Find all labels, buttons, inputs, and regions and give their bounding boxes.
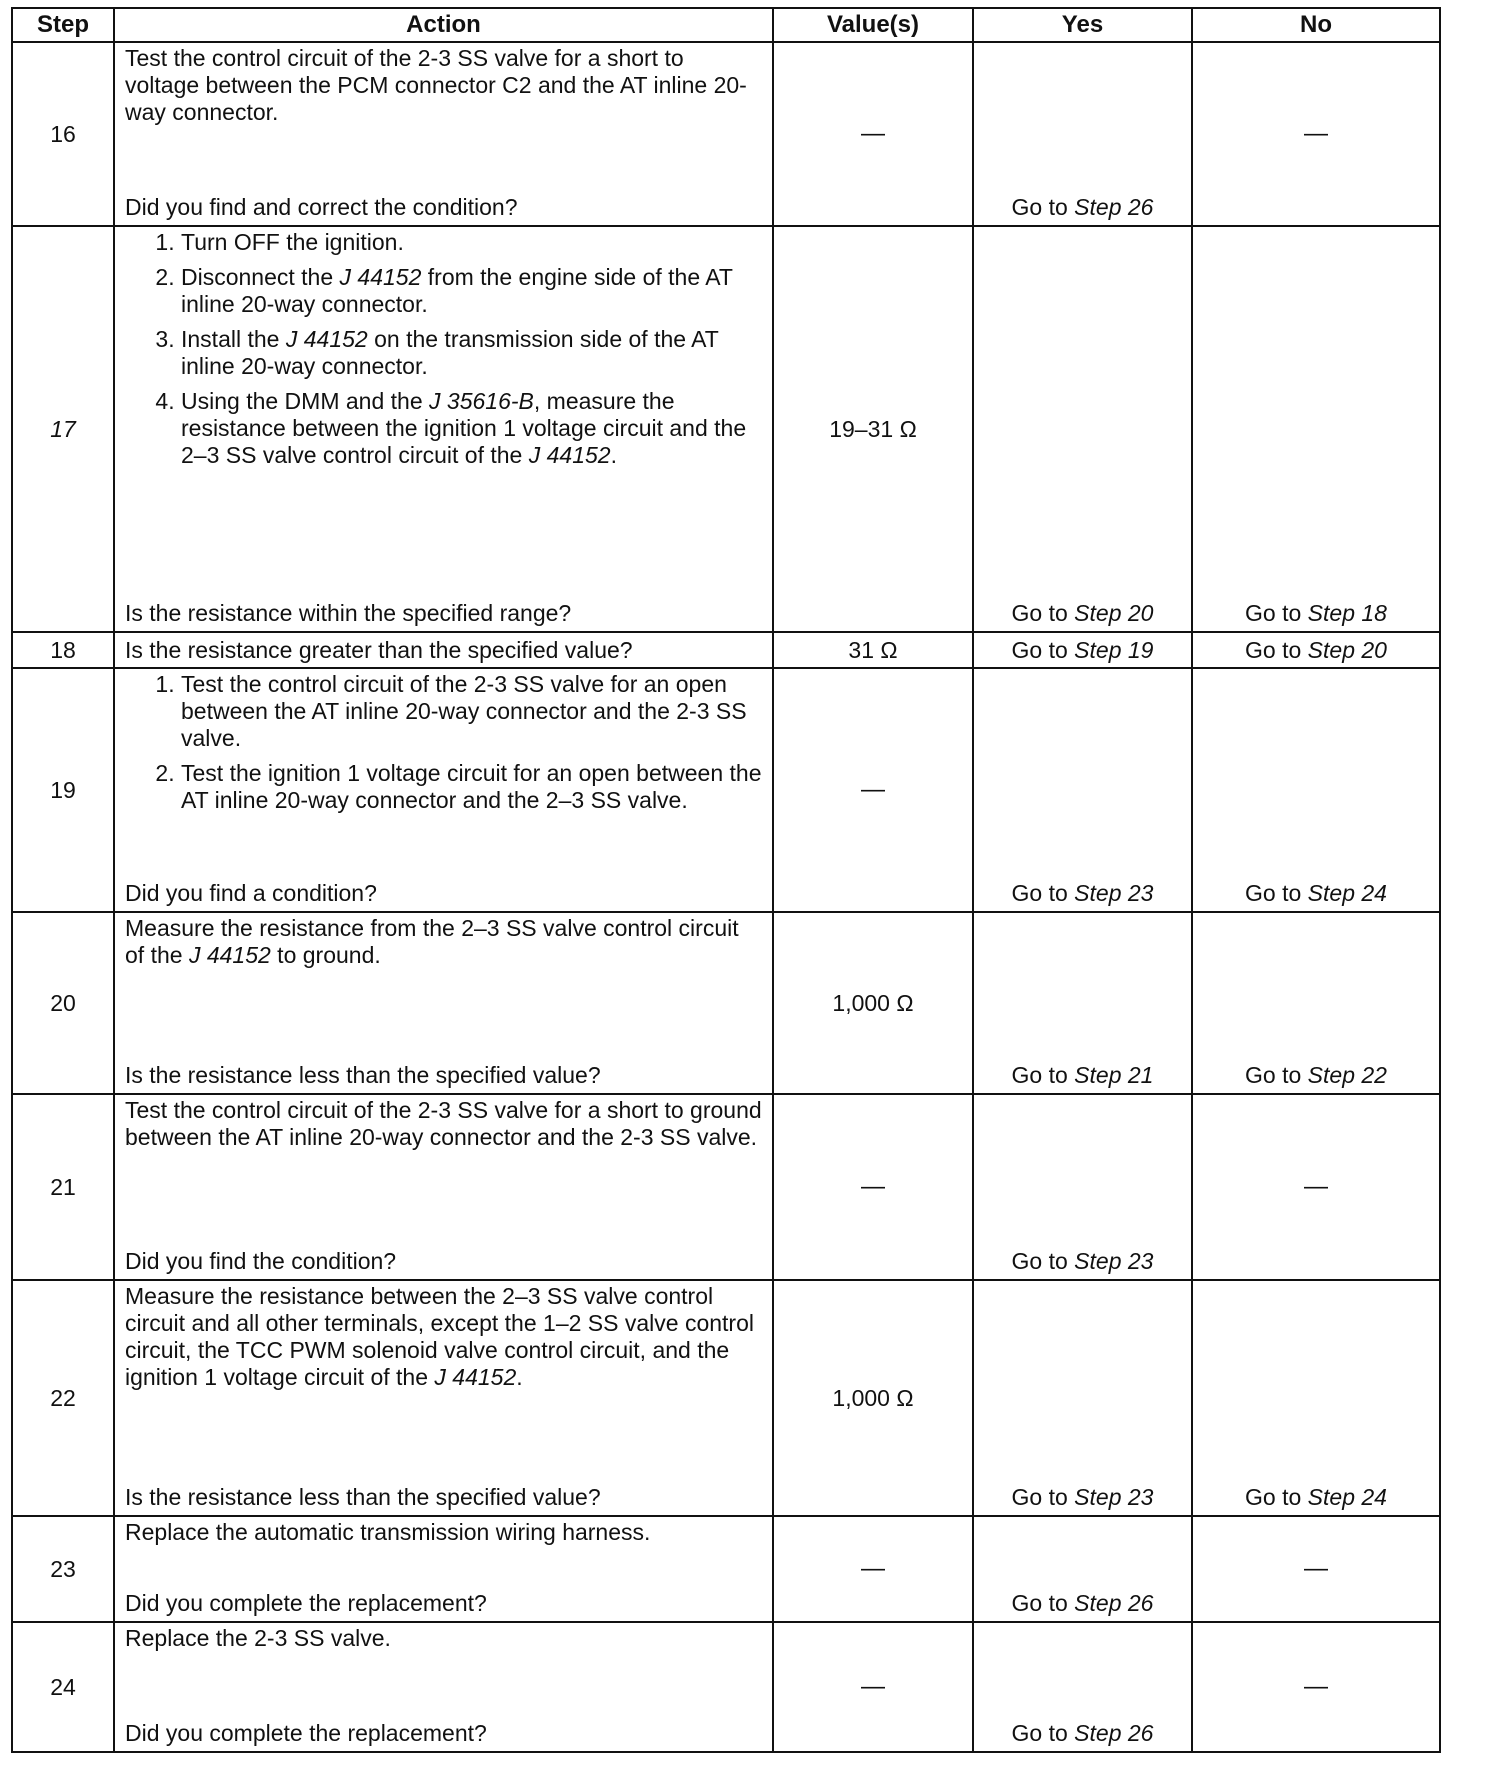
header-step: Step: [12, 8, 114, 42]
step-number: 17: [12, 226, 114, 632]
no-text: —: [1304, 1173, 1328, 1200]
value-text: —: [861, 1555, 885, 1582]
value-text: —: [861, 776, 885, 803]
goto-step-ref: Step 24: [1307, 1484, 1387, 1510]
action-cell: [114, 1622, 773, 1752]
action-step-text: .: [610, 442, 617, 468]
action-cell: [114, 632, 773, 668]
goto-step-ref: Step 18: [1307, 600, 1387, 626]
header-action: Action: [114, 8, 773, 42]
goto-prefix: Go to: [1011, 1062, 1075, 1088]
action-steps-list: [125, 229, 764, 469]
action-question: Did you complete the replacement?: [125, 1720, 487, 1746]
yes-cell: [973, 1516, 1192, 1622]
action-step-item: [181, 264, 764, 318]
no-goto-link[interactable]: [1245, 1062, 1387, 1088]
step-number: 18: [12, 632, 114, 668]
action-question: Is the resistance greater than the specified value?: [125, 636, 633, 663]
goto-step-ref: Step 26: [1074, 1720, 1154, 1746]
value-cell: [773, 632, 973, 668]
yes-goto-link[interactable]: [1012, 1484, 1154, 1510]
yes-cell: [973, 632, 1192, 668]
action-question: Did you complete the replacement?: [125, 1590, 487, 1616]
value-text: —: [861, 1173, 885, 1200]
goto-prefix: Go to: [1011, 636, 1075, 663]
tool-reference: J 35616-B: [429, 388, 534, 414]
no-text: —: [1304, 120, 1328, 147]
action-cell: [114, 1094, 773, 1280]
no-cell: [1192, 912, 1440, 1094]
no-cell: [1192, 42, 1440, 226]
yes-goto-link[interactable]: [1012, 1062, 1154, 1088]
step-number: 21: [12, 1094, 114, 1280]
no-cell: [1192, 1280, 1440, 1516]
action-question: Is the resistance less than the specified value?: [125, 1062, 601, 1088]
action-text-part: Measure the resistance from the 2–3 SS valve control circuit of the: [125, 915, 739, 968]
yes-cell: [973, 912, 1192, 1094]
action-cell: [114, 1280, 773, 1516]
goto-step-ref: Step 26: [1074, 194, 1154, 220]
yes-cell: [973, 668, 1192, 912]
step-number: 19: [12, 668, 114, 912]
goto-step-ref: Step 23: [1074, 1484, 1154, 1510]
action-step-item: [181, 760, 764, 814]
header-row: [12, 8, 1440, 42]
action-cell: [114, 226, 773, 632]
table-row-step-20: [12, 912, 1440, 1094]
action-step-text: Test the control circuit of the 2-3 SS valve for an open between the AT inline 20-way connector and the 2-3 SS valve.: [181, 671, 747, 751]
action-text: [125, 1283, 764, 1391]
step-number: 16: [12, 42, 114, 226]
yes-cell: [973, 1622, 1192, 1752]
action-question: Did you find the condition?: [125, 1248, 397, 1274]
goto-prefix: Go to: [1011, 1590, 1075, 1616]
action-step-text: Test the ignition 1 voltage circuit for an open between the AT inline 20-way connector and the 2–3 SS valve.: [181, 760, 762, 813]
value-text: 1,000 Ω: [832, 989, 914, 1016]
yes-goto-link[interactable]: [1012, 637, 1154, 663]
tool-reference: J 44152: [188, 942, 271, 968]
action-step-text: Install the: [181, 326, 286, 352]
goto-prefix: Go to: [1245, 636, 1308, 663]
goto-step-ref: Step 22: [1307, 1062, 1387, 1088]
yes-goto-link[interactable]: [1012, 194, 1154, 220]
value-cell: [773, 1094, 973, 1280]
value-cell: [773, 226, 973, 632]
value-text: —: [861, 1673, 885, 1700]
header-yes: Yes: [973, 8, 1192, 42]
goto-prefix: Go to: [1245, 880, 1308, 906]
yes-goto-link[interactable]: [1012, 600, 1154, 626]
goto-prefix: Go to: [1011, 600, 1075, 626]
action-text-part: Measure the resistance between the 2–3 SS valve control circuit and all other terminals, except the 1–2 SS valve control circuit, the TCC PWM solenoid valve control circuit, and the ignition 1 voltage circuit of the: [125, 1283, 754, 1390]
table-row-step-19: [12, 668, 1440, 912]
no-text: —: [1304, 1555, 1328, 1582]
goto-prefix: Go to: [1011, 1484, 1075, 1510]
yes-cell: [973, 1280, 1192, 1516]
goto-step-ref: Step 26: [1074, 1590, 1154, 1616]
value-text: 1,000 Ω: [832, 1384, 914, 1411]
no-goto-link[interactable]: [1245, 600, 1387, 626]
goto-step-ref: Step 23: [1074, 880, 1154, 906]
goto-prefix: Go to: [1011, 194, 1075, 220]
no-cell: [1192, 632, 1440, 668]
no-cell: [1192, 1516, 1440, 1622]
value-cell: [773, 42, 973, 226]
goto-step-ref: Step 24: [1307, 880, 1387, 906]
goto-prefix: Go to: [1011, 1720, 1075, 1746]
value-text: —: [861, 120, 885, 147]
yes-cell: [973, 42, 1192, 226]
step-number: 22: [12, 1280, 114, 1516]
step-number: 24: [12, 1622, 114, 1752]
yes-cell: [973, 226, 1192, 632]
action-text: Replace the 2-3 SS valve.: [125, 1625, 391, 1651]
action-step-text: on the transmission side of the AT inline 20-way connector.: [181, 326, 719, 379]
table-row-step-23: [12, 1516, 1440, 1622]
value-cell: [773, 912, 973, 1094]
table-row-step-16: [12, 42, 1440, 226]
goto-step-ref: Step 19: [1074, 636, 1154, 663]
action-text: [125, 915, 764, 969]
action-step-text: , measure the resistance between the ignition 1 voltage circuit and the 2–3 SS valve control circuit of the: [181, 388, 747, 468]
action-text-part: .: [516, 1364, 523, 1390]
action-question: Did you find a condition?: [125, 880, 377, 906]
action-step-text: Turn OFF the ignition.: [181, 229, 404, 255]
yes-goto-link[interactable]: [1012, 1248, 1154, 1274]
header-values: Value(s): [773, 8, 973, 42]
action-text: Test the control circuit of the 2-3 SS valve for a short to voltage between the PCM connector C2 and the AT inline 20-way connector.: [125, 45, 747, 125]
goto-prefix: Go to: [1011, 1248, 1075, 1274]
goto-step-ref: Step 20: [1307, 636, 1387, 663]
yes-goto-link[interactable]: [1012, 1590, 1154, 1616]
action-text: Test the control circuit of the 2-3 SS valve for a short to ground between the AT inline 20-way connector and the 2-3 SS valve.: [125, 1097, 762, 1150]
action-question: Did you find and correct the condition?: [125, 194, 518, 220]
action-step-item: [181, 326, 764, 380]
no-goto-link[interactable]: [1245, 1484, 1387, 1510]
value-cell: [773, 1622, 973, 1752]
value-cell: [773, 668, 973, 912]
goto-prefix: Go to: [1245, 600, 1308, 626]
action-cell: [114, 42, 773, 226]
goto-step-ref: Step 20: [1074, 600, 1154, 626]
tool-reference: J 44152: [434, 1364, 517, 1390]
no-cell: [1192, 1622, 1440, 1752]
no-cell: [1192, 1094, 1440, 1280]
yes-goto-link[interactable]: [1012, 1720, 1154, 1746]
no-text: —: [1304, 1673, 1328, 1700]
action-question: Is the resistance less than the specified value?: [125, 1484, 601, 1510]
action-step-item: [181, 671, 764, 752]
no-goto-link[interactable]: [1245, 880, 1387, 906]
table-row-step-24: [12, 1622, 1440, 1752]
value-text: 19–31 Ω: [829, 415, 917, 442]
action-cell: [114, 668, 773, 912]
yes-goto-link[interactable]: [1012, 880, 1154, 906]
goto-prefix: Go to: [1245, 1062, 1308, 1088]
action-text-part: to ground.: [270, 942, 381, 968]
action-cell: [114, 912, 773, 1094]
action-text: Replace the automatic transmission wiring harness.: [125, 1519, 651, 1545]
no-cell: [1192, 668, 1440, 912]
table-row-step-21: [12, 1094, 1440, 1280]
action-step-text: Disconnect the: [181, 264, 340, 290]
value-cell: [773, 1280, 973, 1516]
diagnostic-table: [11, 7, 1441, 1753]
table-row-step-18: [12, 632, 1440, 668]
action-step-item: [181, 388, 764, 469]
value-cell: [773, 1516, 973, 1622]
step-number: 20: [12, 912, 114, 1094]
step-number: 23: [12, 1516, 114, 1622]
action-step-text: Using the DMM and the: [181, 388, 430, 414]
goto-prefix: Go to: [1245, 1484, 1308, 1510]
table-row-step-22: [12, 1280, 1440, 1516]
goto-prefix: Go to: [1011, 880, 1075, 906]
goto-step-ref: Step 23: [1074, 1248, 1154, 1274]
goto-step-ref: Step 21: [1074, 1062, 1154, 1088]
action-question: Is the resistance within the specified range?: [125, 600, 572, 626]
action-cell: [114, 1516, 773, 1622]
header-no: No: [1192, 8, 1440, 42]
tool-reference: J 44152: [528, 442, 611, 468]
no-cell: [1192, 226, 1440, 632]
tool-reference: J 44152: [285, 326, 368, 352]
diagnostic-table-sheet: [11, 7, 1439, 1753]
action-step-item: [181, 229, 764, 256]
action-steps-list: [125, 671, 764, 814]
value-text: 31 Ω: [848, 636, 898, 663]
tool-reference: J 44152: [339, 264, 422, 290]
yes-cell: [973, 1094, 1192, 1280]
action-step-text: from the engine side of the AT inline 20-way connector.: [181, 264, 733, 317]
table-row-step-17: [12, 226, 1440, 632]
no-goto-link[interactable]: [1245, 637, 1387, 663]
